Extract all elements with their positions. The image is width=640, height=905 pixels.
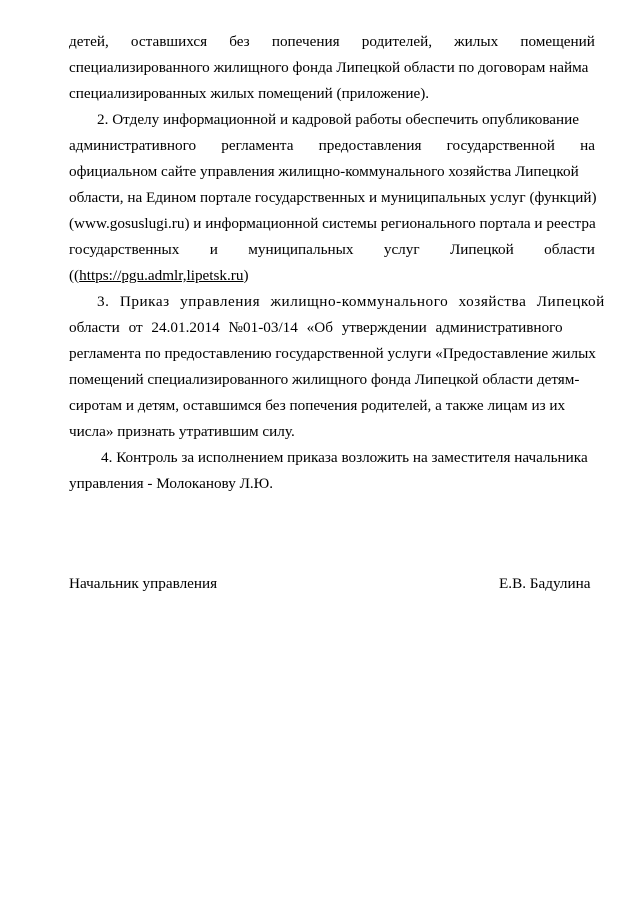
para1-line3: специализированных жилых помещений (приложение). <box>69 85 430 102</box>
para3-line3: регламента по предоставлению государственной услуги «Предоставление жилых <box>69 345 596 362</box>
para2-line6 <box>69 239 595 261</box>
para4-line2: управления - Молоканову Л.Ю. <box>69 475 274 492</box>
word: помещений <box>520 33 595 50</box>
word: области <box>544 241 595 258</box>
para2-line7 <box>69 265 595 287</box>
word: попечения <box>271 33 340 50</box>
word: и <box>209 241 218 258</box>
para2-line3: официальном сайте управления жилищно-коммунального хозяйства Липецкой <box>69 163 579 180</box>
paren-open: (( <box>69 267 80 284</box>
portal-link[interactable]: https://pgu.admlr,lipetsk.ru <box>79 267 244 284</box>
word: родителей, <box>361 33 433 50</box>
para3-line2: области от 24.01.2014 №01-03/14 «Об утверждении административного <box>69 319 563 336</box>
word: жилых <box>454 33 499 50</box>
para2-line1: 2. Отделу информационной и кадровой работы обеспечить опубликование <box>97 111 580 128</box>
para3-line5: сиротам и детям, оставшимся без попечения родителей, а также лицам из их <box>69 397 566 414</box>
para3-line1 <box>97 291 605 313</box>
word: Липецкой <box>450 241 514 258</box>
word: государственных <box>69 241 180 258</box>
para1-line1 <box>69 31 595 53</box>
word: на <box>580 137 595 154</box>
word: административного <box>69 137 197 154</box>
para2-line2 <box>69 135 595 157</box>
para2-line5: (www.gosuslugi.ru) и информационной системы регионального портала и реестра <box>69 215 596 232</box>
para1-line2: специализированного жилищного фонда Липецкой области по договорам найма <box>69 59 589 76</box>
word: регламента <box>221 137 294 154</box>
para3-line4: помещений специализированного жилищного фонда Липецкой области детям- <box>69 371 580 388</box>
paren-close: ) <box>243 267 249 284</box>
para3-line6: числа» признать утратившим силу. <box>69 423 295 440</box>
word: предоставления <box>318 137 422 154</box>
word: услуг <box>383 241 420 258</box>
para4-line1: 4. Контроль за исполнением приказа возложить на заместителя начальника <box>101 449 588 466</box>
para2-line4: области, на Едином портале государственных и муниципальных услуг (функций) <box>69 189 597 206</box>
para3-line1-text: 3. Приказ управления жилищно-коммунального хозяйства Липецкой <box>97 293 605 310</box>
word: детей, <box>69 33 109 50</box>
signature-position: Начальник управления <box>69 575 218 592</box>
word: без <box>229 33 250 50</box>
word: муниципальных <box>248 241 354 258</box>
signature-name: Е.В. Бадулина <box>499 575 591 592</box>
para3-line1-justified <box>97 291 605 313</box>
word: государственной <box>446 137 555 154</box>
word: оставшихся <box>130 33 208 50</box>
